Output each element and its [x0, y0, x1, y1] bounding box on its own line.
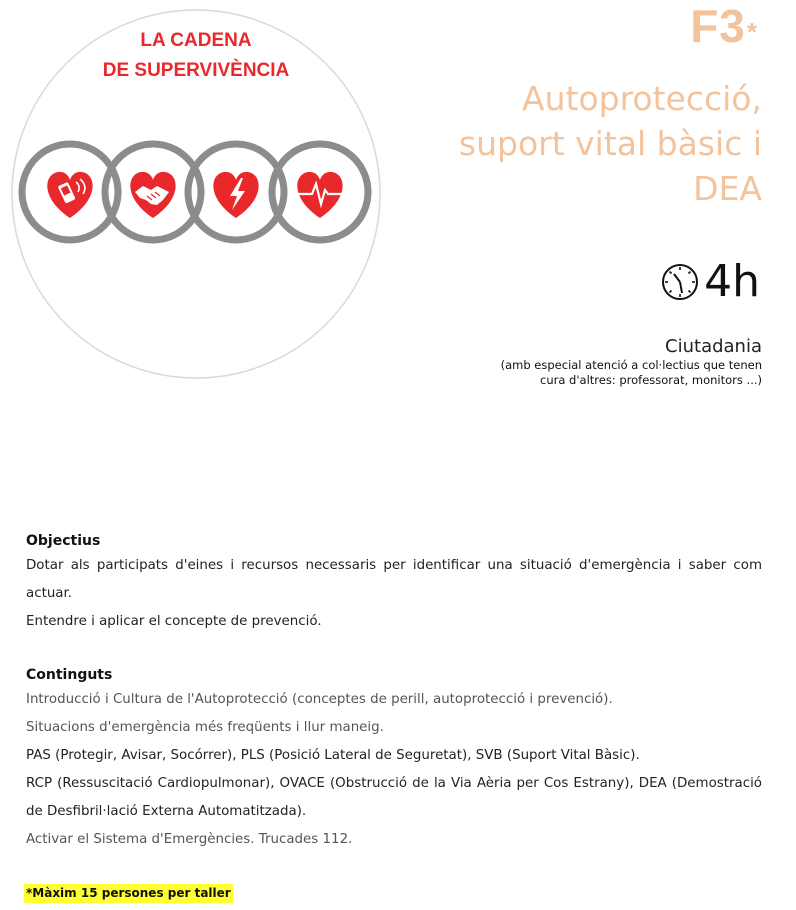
- title-line: Autoprotecció,: [522, 79, 762, 118]
- objective-item: Entendre i aplicar el concepte de prevenció.: [26, 614, 322, 629]
- course-code: [690, 0, 758, 52]
- contents-heading: Continguts: [26, 667, 113, 683]
- content-item: RCP (Ressuscitació Cardiopulmonar), OVACE (Obstrucció de la Via Aèria per Cos Estrany), DEA (Demostració de Desfibril·lació Externa Automatitzada).: [26, 776, 762, 819]
- content-item: Situacions d'emergència més freqüents i llur maneig.: [26, 720, 384, 735]
- logo-title-line2: DE SUPERVIVÈNCIA: [102, 60, 290, 81]
- chain-of-survival-logo: [10, 8, 382, 380]
- objective-item: Dotar als participats d'eines i recursos necessaris per identificar una situació d'emergència i saber com actuar.: [26, 558, 762, 601]
- title-line: suport vital bàsic i: [458, 124, 762, 163]
- course-duration: [660, 256, 760, 308]
- course-code-mark: *: [746, 17, 758, 47]
- objectives-heading: Objectius: [26, 533, 101, 549]
- course-title: [402, 76, 762, 211]
- content-item: Activar el Sistema d'Emergències. Trucades 112.: [26, 832, 353, 847]
- content-item: Introducció i Cultura de l'Autoprotecció (conceptes de perill, autoprotecció i prevenció).: [26, 692, 613, 707]
- objectives-section: [26, 530, 762, 636]
- audience-note-line: cura d'altres: professorat, monitors ...): [540, 373, 762, 387]
- logo-title-line1: LA CADENA: [140, 30, 252, 51]
- duration-hours: 4h: [704, 256, 760, 307]
- content-item: PAS (Protegir, Avisar, Socórrer), PLS (Posició Lateral de Seguretat), SVB (Suport Vital Bàsic).: [26, 748, 640, 763]
- audience-note-line: (amb especial atenció a col·lectius que tenen: [500, 358, 762, 372]
- title-line: DEA: [693, 169, 762, 208]
- audience-note: [442, 358, 762, 388]
- course-code-text: F3: [690, 0, 746, 52]
- max-participants-note: *Màxim 15 persones per taller: [24, 884, 233, 903]
- audience-block: [442, 336, 762, 388]
- audience-main: Ciutadania: [665, 336, 762, 357]
- clock-icon: [660, 262, 700, 302]
- contents-section: [26, 664, 762, 854]
